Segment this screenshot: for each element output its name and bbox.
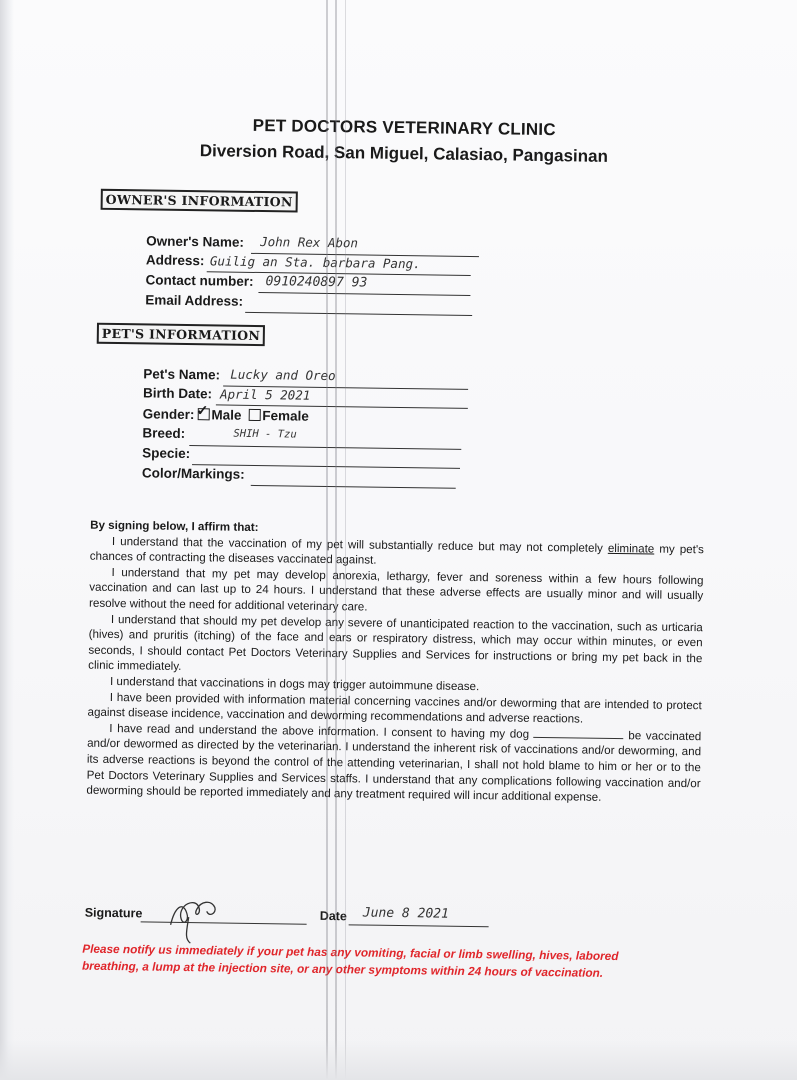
- pet-section-heading: PET'S INFORMATION: [97, 323, 266, 346]
- pet-name-label: Pet's Name:: [143, 366, 221, 383]
- owner-section-heading: OWNER'S INFORMATION: [101, 189, 298, 213]
- gender-male-label: Male: [211, 407, 242, 423]
- pet-name-value[interactable]: Lucky and Oreo: [230, 366, 336, 384]
- breed-value[interactable]: SHIH - Tzu: [233, 427, 297, 441]
- dog-name-blank[interactable]: [534, 727, 624, 739]
- scan-crease-line: [326, 0, 328, 1080]
- contact-number-value[interactable]: 0910240897 93: [265, 274, 368, 291]
- affirmation-text: [86, 518, 704, 807]
- address-label: Address:: [145, 252, 205, 269]
- clinic-address: Diversion Road, San Miguel, Calasiao, Pangasinan: [199, 141, 609, 166]
- contact-number-label: Contact number:: [145, 272, 254, 289]
- post-vaccination-notice: Please notify us immediately if your pet has any vomiting, facial or limb swelling, hives, labored breathing, a lump at the injection site, or any other symptoms within 24 hours of vaccination.: [81, 941, 619, 980]
- color-markings-line: [251, 485, 456, 489]
- date-value[interactable]: June 8 2021: [362, 905, 449, 922]
- address-value[interactable]: Guilig an Sta. barbara Pang.: [209, 253, 421, 272]
- gender-label: Gender:: [142, 406, 195, 423]
- gender-row: [143, 406, 309, 423]
- birth-date-value[interactable]: April 5 2021: [219, 386, 311, 403]
- affirmation-paragraph-4: I understand that vaccinations in dogs may trigger autoimmune disease.: [109, 674, 480, 694]
- p1-text-end: my pet's chances of contracting the diseases vaccinated against.: [89, 542, 704, 567]
- owner-name-label: Owner's Name:: [146, 233, 244, 250]
- contact-number-line: [258, 292, 470, 296]
- affirmation-lead: By signing below, I affirm that:: [90, 518, 259, 535]
- color-markings-label: Color/Markings:: [141, 465, 245, 482]
- birth-date-label: Birth Date:: [142, 385, 213, 402]
- affirmation-paragraph-5: I have been provided with information material concerning vaccines and/or deworming that are intended to protect against disease incidence, vaccination and deworming recommendations and adverse reactions.: [87, 690, 702, 726]
- email-label: Email Address:: [145, 292, 244, 309]
- specie-label: Specie:: [142, 445, 191, 462]
- gender-female-label: Female: [262, 408, 309, 424]
- affirmation-paragraph-2: I understand that my pet may develop anorexia, lethargy, fever and soreness within a few hours following vaccination and can last up to 24 hours. I understand that these adverse effects are usually minor and will usually resolve without the need for additional veterinary care.: [88, 565, 704, 614]
- scan-crease-line: [335, 0, 337, 1080]
- scan-bottom-shade: [0, 1040, 797, 1080]
- gender-female-checkbox[interactable]: [248, 409, 260, 421]
- p6-text: I have read and understand the above information. I consent to having my dog: [109, 721, 534, 741]
- gender-male-checkbox[interactable]: [197, 408, 209, 420]
- p1-text: I understand that the vaccination of my pet will substantially reduce but may not completely: [111, 534, 608, 555]
- date-line: [349, 924, 489, 927]
- scan-crease-line: [345, 0, 346, 1080]
- affirmation-paragraph-6: [86, 720, 701, 807]
- email-line: [245, 312, 472, 316]
- signature-label: Signature: [84, 905, 143, 921]
- clinic-name: PET DOCTORS VETERINARY CLINIC: [252, 115, 556, 140]
- affirmation-paragraph-3: I understand that should my pet develop any severe of unanticipated reaction to the vaccination, such as urticaria (hives) and pruritis (itching) of the face and ears or respiratory distress, which may occur within minutes, or even seconds, I should contact Pet Doctors Veterinary Supplies and Services for instructions or bring my pet back in the clinic immediately.: [88, 612, 703, 674]
- owner-name-value[interactable]: John Rex Abon: [260, 234, 359, 251]
- p1-underlined: eliminate: [607, 541, 655, 556]
- date-label: Date: [319, 908, 347, 924]
- breed-label: Breed:: [142, 425, 186, 441]
- handwritten-signature[interactable]: [164, 887, 225, 948]
- p6-text-end: be vaccinated and/or dewormed as directed by the veterinarian. I understand the inherent risk of vaccinations and/or deworming, and its adverse reactions is beyond the control of the attending veterinarian, I shall not hold blame to him or her or to the Pet Doctors Veterinary Supplies and Services staffs. I understand that any complications following vaccination and/or deworming should be reported immediately and any treatment required will incur additional expense.: [86, 728, 702, 804]
